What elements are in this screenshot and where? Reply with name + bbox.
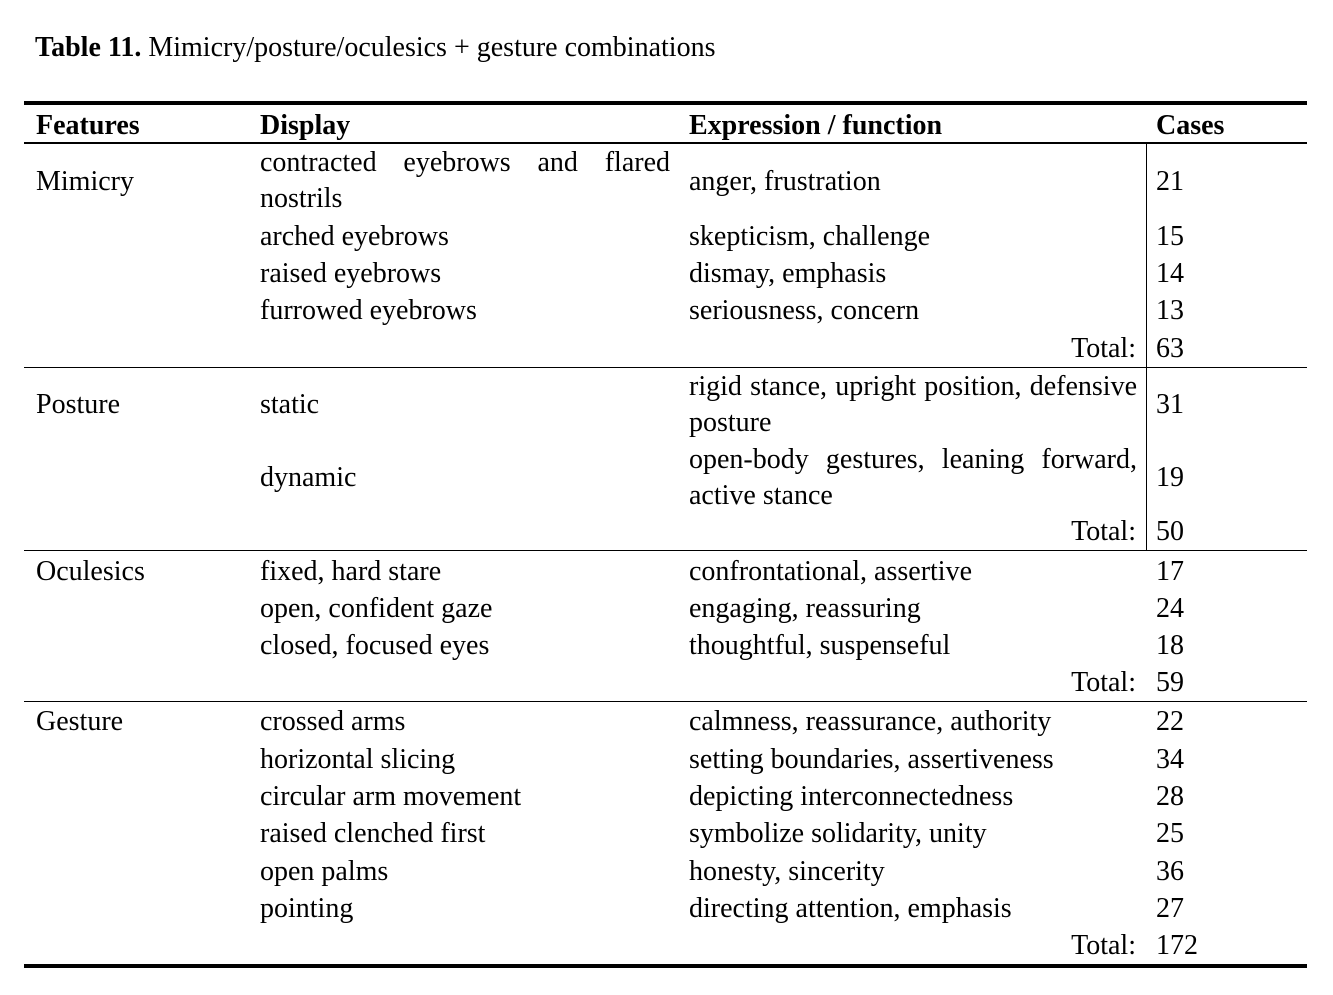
cell-expression: thoughtful, suspenseful	[689, 630, 951, 661]
header-display: Display	[260, 110, 351, 141]
cell-display: open, confident gaze	[260, 593, 493, 624]
cell-expression: symbolize solidarity, unity	[689, 818, 987, 849]
cell-expression: anger, frustration	[689, 166, 881, 197]
cell-expression: seriousness, concern	[689, 295, 920, 326]
cell-display: furrowed eyebrows	[260, 295, 477, 326]
total-value: 172	[1156, 930, 1198, 961]
cell-display: contracted eyebrows and flared nostrils	[260, 147, 670, 214]
cell-display: horizontal slicing	[260, 744, 456, 775]
section-divider	[24, 367, 1307, 368]
cell-cases: 24	[1156, 593, 1184, 624]
cell-cases: 28	[1156, 781, 1184, 812]
cell-display: arched eyebrows	[260, 221, 449, 252]
cell-expression: rigid stance, upright position, defensive posture	[689, 371, 1137, 438]
table-caption-text: Mimicry/posture/oculesics + gesture combinations	[148, 32, 716, 63]
cell-expression: depicting interconnectedness	[689, 781, 1014, 812]
table-top-rule	[24, 101, 1307, 105]
cell-cases: 14	[1156, 258, 1184, 289]
cell-display: raised eyebrows	[260, 258, 442, 289]
total-label: Total:	[1071, 333, 1136, 364]
total-label: Total:	[1071, 667, 1136, 698]
table-bottom-rule	[24, 964, 1307, 968]
feature-posture: Posture	[36, 389, 120, 420]
cell-expression: open-body gestures, leaning forward, active stance	[689, 444, 1137, 511]
cell-expression: directing attention, emphasis	[689, 893, 1012, 924]
section-divider	[24, 701, 1307, 702]
total-value: 59	[1156, 667, 1184, 698]
total-label: Total:	[1071, 930, 1136, 961]
column-divider	[1146, 368, 1147, 551]
column-divider	[1146, 144, 1147, 368]
cell-cases: 15	[1156, 221, 1184, 252]
cell-expression: calmness, reassurance, authority	[689, 706, 1052, 737]
total-value: 50	[1156, 516, 1184, 547]
cell-display: circular arm movement	[260, 781, 522, 812]
cell-cases: 27	[1156, 893, 1184, 924]
cell-display: open palms	[260, 856, 389, 887]
cell-cases: 21	[1156, 166, 1184, 197]
feature-oculesics: Oculesics	[36, 556, 145, 587]
cell-expression: engaging, reassuring	[689, 593, 921, 624]
cell-display: raised clenched first	[260, 818, 486, 849]
cell-expression: honesty, sincerity	[689, 856, 885, 887]
cell-cases: 17	[1156, 556, 1184, 587]
cell-expression: setting boundaries, assertiveness	[689, 744, 1054, 775]
header-cases: Cases	[1156, 110, 1225, 141]
table-caption	[35, 30, 715, 66]
cell-cases: 13	[1156, 295, 1184, 326]
cell-expression: skepticism, challenge	[689, 221, 931, 252]
header-features: Features	[36, 110, 140, 141]
cell-expression: dismay, emphasis	[689, 258, 887, 289]
cell-cases: 36	[1156, 856, 1184, 887]
feature-mimicry: Mimicry	[36, 166, 134, 197]
section-divider	[24, 550, 1307, 551]
table-header-rule	[24, 142, 1307, 144]
cell-cases: 19	[1156, 462, 1184, 493]
cell-display: pointing	[260, 893, 354, 924]
cell-expression: confrontational, assertive	[689, 556, 973, 587]
cell-cases: 31	[1156, 389, 1184, 420]
table-caption-label: Table 11.	[35, 32, 142, 63]
cell-cases: 25	[1156, 818, 1184, 849]
total-value: 63	[1156, 333, 1184, 364]
cell-cases: 34	[1156, 744, 1184, 775]
feature-gesture: Gesture	[36, 706, 124, 737]
cell-cases: 22	[1156, 706, 1184, 737]
cell-display: crossed arms	[260, 706, 406, 737]
header-expression: Expression / function	[689, 110, 943, 141]
cell-display: fixed, hard stare	[260, 556, 442, 587]
cell-cases: 18	[1156, 630, 1184, 661]
cell-display: static	[260, 389, 320, 420]
cell-display: dynamic	[260, 462, 357, 493]
total-label: Total:	[1071, 516, 1136, 547]
cell-display: closed, focused eyes	[260, 630, 490, 661]
